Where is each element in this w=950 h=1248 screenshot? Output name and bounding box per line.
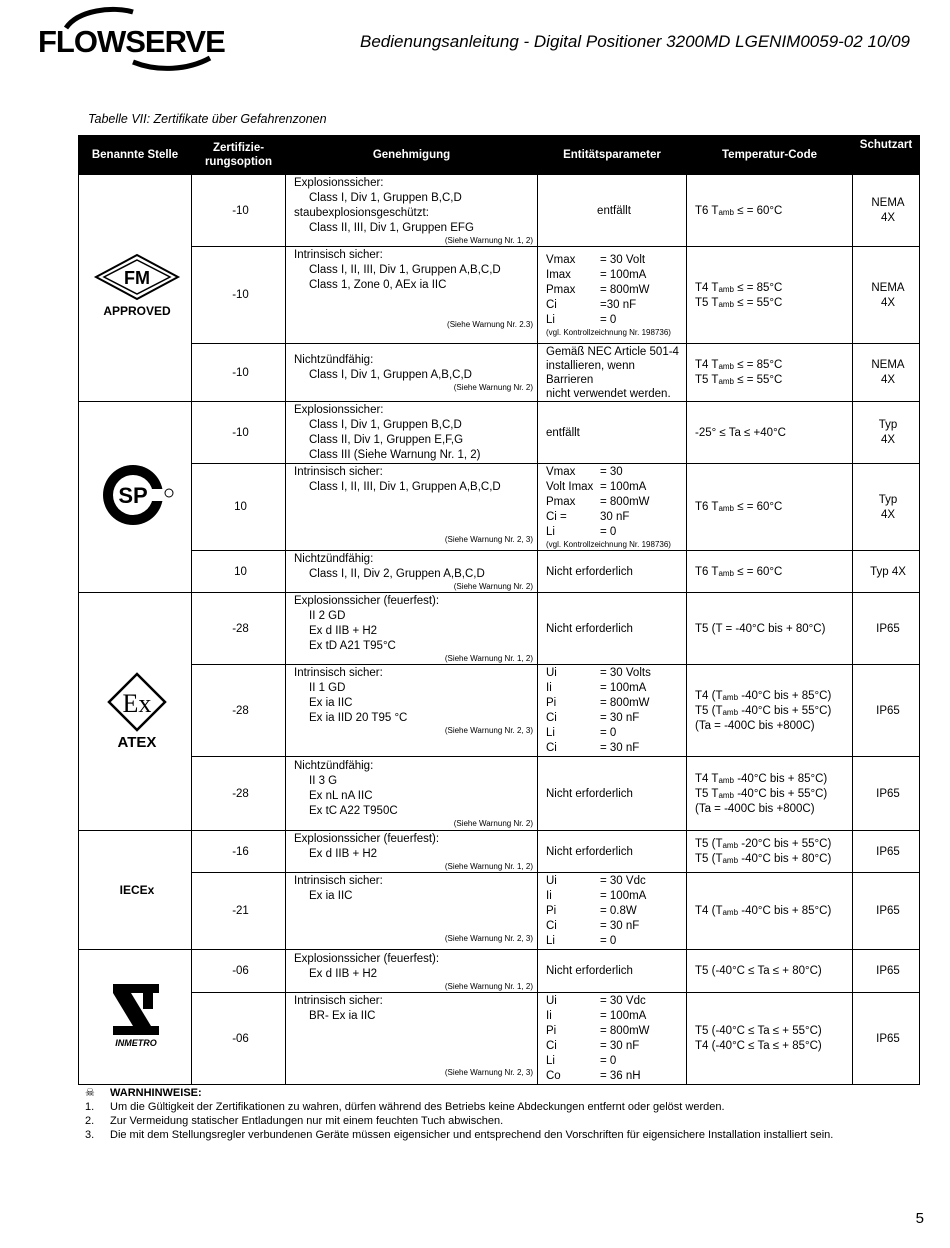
parameter-cell: Gemäß NEC Article 501-4 installieren, wenn Barrieren nicht verwendet werden. xyxy=(538,344,687,402)
option-cell: 10 xyxy=(192,464,286,551)
col-header-protection: Schutzart xyxy=(853,136,920,175)
option-cell: -21 xyxy=(192,873,286,950)
certificate-table xyxy=(78,135,920,1085)
protection-cell: Typ 4X xyxy=(853,551,920,593)
protection-cell: IP65 xyxy=(853,993,920,1085)
col-header-body: Benannte Stelle xyxy=(79,136,192,175)
parameter-cell: Nicht erforderlich xyxy=(538,757,687,831)
table-row xyxy=(79,402,920,464)
protection-cell: Typ 4X xyxy=(853,402,920,464)
approval-cell: Intrinsisch sicher: Ex ia IIC (Siehe Warnung Nr. 2, 3) xyxy=(286,873,538,950)
col-header-option: Zertifizie-rungsoption xyxy=(192,136,286,175)
parameter-cell: Nicht erforderlich xyxy=(538,950,687,993)
approval-cell: Intrinsisch sicher: Class I, II, III, Div 1, Gruppen A,B,C,D Class 1, Zone 0, AEx ia IIC (Siehe Warnung Nr. 2.3) xyxy=(286,247,538,344)
temperature-cell: T5 (-40°C ≤ Ta ≤ + 55°C) T4 (-40°C ≤ Ta ≤ + 85°C) xyxy=(687,993,853,1085)
warnings-heading-row xyxy=(85,1086,833,1100)
option-cell: 10 xyxy=(192,551,286,593)
protection-cell: NEMA 4X xyxy=(853,175,920,247)
flowserve-logo xyxy=(38,6,238,78)
parameter-cell: Nicht erforderlich xyxy=(538,593,687,665)
option-cell: -28 xyxy=(192,757,286,831)
temperature-cell: T4 ($T_{amb}$ -40°C bis + 85°C) xyxy=(687,873,853,950)
list-item: 1. Um die Gültigkeit der Zertifikationen zu wahren, dürfen während des Betriebs keine Abdeckungen entfernt oder gelöst werden. xyxy=(85,1101,725,1113)
temperature-cell: -25° ≤ Ta ≤ +40°C xyxy=(687,402,853,464)
parameter-cell: Vmax = 30 Volt Imax = 100mA Pmax = 800mW Ci = 30 nF Li = 0 (vgl. Kontrollzeichnung Nr. 198736) xyxy=(538,464,687,551)
table-row xyxy=(79,593,920,665)
svg-text:Ex: Ex xyxy=(122,688,152,718)
table-caption: Tabelle VII: Zertifikate über Gefahrenzonen xyxy=(88,112,327,126)
temperature-cell: T5 ($T_{amb}$ -20°C bis + 55°C) T5 ($T_{amb}$ -40°C bis + 80°C) xyxy=(687,831,853,873)
temperature-cell: T5 (T = -40°C bis + 80°C) xyxy=(687,593,853,665)
table-header-row xyxy=(79,136,920,175)
table-row xyxy=(79,175,920,247)
temperature-cell: T4 $T_{amb}$ -40°C bis + 85°C) T5 $T_{amb}$ -40°C bis + 55°C) (Ta = -400C bis +800C) xyxy=(687,757,853,831)
col-header-temperature: Temperatur-Code xyxy=(687,136,853,175)
protection-cell: NEMA 4X xyxy=(853,344,920,402)
parameter-cell: entfällt xyxy=(538,402,687,464)
protection-cell: Typ 4X xyxy=(853,464,920,551)
temperature-cell: T6 $T_{amb}$ ≤ = 60°C xyxy=(687,464,853,551)
approval-cell: Explosionssicher: Class I, Div 1, Gruppen B,C,D staubexplosionsgeschützt: Class II, III, Div 1, Gruppen EFG (Siehe Warnung Nr. 1, 2) xyxy=(286,175,538,247)
table-row xyxy=(79,247,920,344)
atex-logo xyxy=(79,593,192,831)
table-row xyxy=(79,551,920,593)
svg-text:ATEX: ATEX xyxy=(117,733,157,750)
parameter-cell: Nicht erforderlich xyxy=(538,551,687,593)
temperature-cell: T4 $T_{amb}$ ≤ = 85°C T5 $T_{amb}$ ≤ = 55°C xyxy=(687,247,853,344)
table-row xyxy=(79,757,920,831)
option-cell: -10 xyxy=(192,344,286,402)
svg-text:INMETRO: INMETRO xyxy=(115,1038,157,1048)
option-cell: -10 xyxy=(192,402,286,464)
csa-logo xyxy=(79,402,192,593)
option-cell: -06 xyxy=(192,950,286,993)
table-row xyxy=(79,344,920,402)
protection-cell: IP65 xyxy=(853,757,920,831)
brand-name: FLOWSERVE xyxy=(38,24,225,59)
option-cell: -10 xyxy=(192,247,286,344)
list-item: 2. Zur Vermeidung statischer Entladungen nur mit einem feuchten Tuch abwischen. xyxy=(85,1115,504,1127)
approval-cell: Nichtzündfähig: II 3 G Ex nL nA IIC Ex tC A22 T950C (Siehe Warnung Nr. 2) xyxy=(286,757,538,831)
approval-cell: Nichtzündfähig: Class I, Div 1, Gruppen A,B,C,D (Siehe Warnung Nr. 2) xyxy=(286,344,538,402)
svg-text:FM: FM xyxy=(124,268,150,288)
table-row xyxy=(79,873,920,950)
option-cell: -28 xyxy=(192,593,286,665)
table-row xyxy=(79,993,920,1085)
protection-cell: IP65 xyxy=(853,950,920,993)
svg-text:APPROVED: APPROVED xyxy=(103,304,171,318)
protection-cell: NEMA 4X xyxy=(853,247,920,344)
skull-crossbones-icon: ☠ xyxy=(85,1087,95,1099)
parameter-cell: entfällt xyxy=(538,175,687,247)
temperature-cell: T6 $T_{amb}$ ≤ = 60°C xyxy=(687,175,853,247)
parameter-cell: Vmax = 30 Volt Imax = 100mA Pmax = 800mW Ci =30 nF Li = 0 (vgl. Kontrollzeichnung Nr. 198736) xyxy=(538,247,687,344)
approval-cell: Explosionssicher: Class I, Div 1, Gruppen B,C,D Class II, Div 1, Gruppen E,F,G Class III (Siehe Warnung Nr. 1, 2) xyxy=(286,402,538,464)
table-row xyxy=(79,950,920,993)
parameter-cell: Ui = 30 Vdc Ii = 100mA Pi = 800mW Ci = 30 nF Li = 0 Co = 36 nH xyxy=(538,993,687,1085)
approval-cell: Intrinsisch sicher: II 1 GD Ex ia IIC Ex ia IID 20 T95 °C (Siehe Warnung Nr. 2, 3) xyxy=(286,665,538,757)
table-row xyxy=(79,464,920,551)
parameter-cell: Ui = 30 Vdc Ii = 100mA Pi = 0.8W Ci = 30 nF Li = 0 xyxy=(538,873,687,950)
approval-cell: Nichtzündfähig: Class I, II, Div 2, Gruppen A,B,C,D (Siehe Warnung Nr. 2) xyxy=(286,551,538,593)
temperature-cell: T6 $T_{amb}$ ≤ = 60°C xyxy=(687,551,853,593)
approval-cell: Explosionssicher (feuerfest): Ex d IIB + H2 (Siehe Warnung Nr. 1, 2) xyxy=(286,831,538,873)
option-cell: -10 xyxy=(192,175,286,247)
fm-approved-logo xyxy=(79,175,192,402)
parameter-cell: Nicht erforderlich xyxy=(538,831,687,873)
table-row xyxy=(79,665,920,757)
approval-cell: Explosionssicher (feuerfest): II 2 GD Ex d IIB + H2 Ex tD A21 T95°C (Siehe Warnung Nr. 1, 2) xyxy=(286,593,538,665)
warnings-section xyxy=(85,1086,833,1142)
col-header-approval: Genehmigung xyxy=(286,136,538,175)
protection-cell: IP65 xyxy=(853,873,920,950)
inmetro-logo xyxy=(79,950,192,1085)
warnings-heading: WARNHINWEISE: xyxy=(110,1087,202,1099)
approval-cell: Intrinsisch sicher: BR- Ex ia IIC (Siehe Warnung Nr. 2, 3) xyxy=(286,993,538,1085)
parameter-cell: Ui = 30 Volts Ii = 100mA Pi = 800mW Ci = 30 nF Li = 0 Ci = 30 nF xyxy=(538,665,687,757)
temperature-cell: T4 ($T_{amb}$ -40°C bis + 85°C) T5 ($T_{amb}$ -40°C bis + 55°C) (Ta = -400C bis +800C) xyxy=(687,665,853,757)
option-cell: -06 xyxy=(192,993,286,1085)
protection-cell: IP65 xyxy=(853,831,920,873)
list-item: 3. Die mit dem Stellungsregler verbundenen Geräte müssen eigensicher und entsprechend den Vorschriften für eigensichere Installation installiert sein. xyxy=(85,1129,834,1141)
option-cell: -28 xyxy=(192,665,286,757)
col-header-parameters: Entitätsparameter xyxy=(538,136,687,175)
temperature-cell: T4 $T_{amb}$ ≤ = 85°C T5 $T_{amb}$ ≤ = 55°C xyxy=(687,344,853,402)
protection-cell: IP65 xyxy=(853,593,920,665)
page-number: 5 xyxy=(915,1210,924,1227)
document-title: Bedienungsanleitung - Digital Positioner 3200MD LGENIM0059-02 10/09 xyxy=(359,32,910,51)
approval-cell: Explosionssicher (feuerfest): Ex d IIB + H2 (Siehe Warnung Nr. 1, 2) xyxy=(286,950,538,993)
temperature-cell: T5 (-40°C ≤ Ta ≤ + 80°C) xyxy=(687,950,853,993)
iecex-label: IECEx xyxy=(79,831,192,950)
protection-cell: IP65 xyxy=(853,665,920,757)
approval-cell: Intrinsisch sicher: Class I, II, III, Div 1, Gruppen A,B,C,D (Siehe Warnung Nr. 2, 3) xyxy=(286,464,538,551)
option-cell: -16 xyxy=(192,831,286,873)
table-row xyxy=(79,831,920,873)
svg-text:SP: SP xyxy=(118,483,148,508)
